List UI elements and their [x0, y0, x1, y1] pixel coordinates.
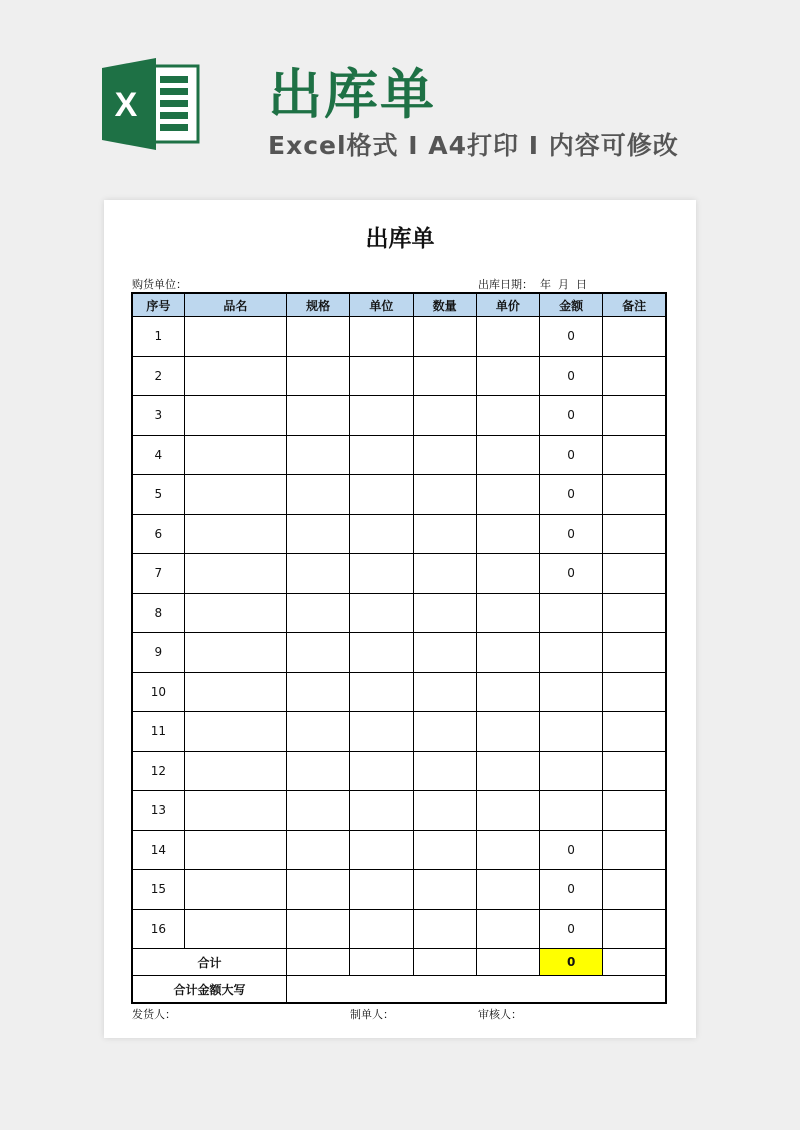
row-number[interactable]: 11 — [132, 712, 184, 752]
table-cell[interactable] — [476, 909, 539, 949]
row-amount[interactable] — [540, 633, 603, 673]
row-amount[interactable]: 0 — [540, 356, 603, 396]
table-cell[interactable] — [603, 317, 666, 357]
row-amount[interactable] — [540, 791, 603, 831]
date-label: 出库日期： 年 月 日 — [478, 278, 587, 291]
col-header: 数量 — [413, 293, 476, 317]
table-cell[interactable] — [413, 672, 476, 712]
table-cell[interactable] — [184, 356, 286, 396]
row-amount[interactable] — [540, 712, 603, 752]
table-cell[interactable] — [350, 356, 413, 396]
table-cell[interactable] — [287, 909, 350, 949]
table-cell[interactable] — [476, 356, 539, 396]
table-cell[interactable] — [413, 396, 476, 436]
table-cell[interactable] — [476, 554, 539, 594]
table-cell[interactable] — [413, 791, 476, 831]
row-amount[interactable]: 0 — [540, 317, 603, 357]
table-cell[interactable] — [287, 751, 350, 791]
table-cell[interactable] — [184, 475, 286, 515]
table-cell[interactable] — [603, 949, 666, 976]
table-cell[interactable] — [413, 870, 476, 910]
table-cell[interactable] — [603, 356, 666, 396]
table-cell[interactable] — [476, 791, 539, 831]
table-row — [132, 356, 666, 396]
table-cell[interactable] — [184, 435, 286, 475]
table-cell[interactable] — [476, 870, 539, 910]
table-cell[interactable] — [184, 514, 286, 554]
table-cell[interactable] — [184, 672, 286, 712]
table-row — [132, 435, 666, 475]
col-header: 单位 — [350, 293, 413, 317]
table-row — [132, 870, 666, 910]
row-amount[interactable]: 0 — [540, 554, 603, 594]
maker-label: 制单人： — [350, 1008, 394, 1021]
reviewer-label: 审核人： — [478, 1008, 522, 1021]
table-cell[interactable] — [287, 830, 350, 870]
table-cell[interactable] — [287, 672, 350, 712]
table-row — [132, 672, 666, 712]
table-row — [132, 554, 666, 594]
table-cell[interactable] — [184, 712, 286, 752]
form-sheet — [104, 200, 696, 1038]
table-cell[interactable] — [413, 949, 476, 976]
table-cell[interactable] — [350, 949, 413, 976]
table-cell[interactable] — [287, 554, 350, 594]
table-row — [132, 712, 666, 752]
table-cell[interactable] — [184, 751, 286, 791]
table-cell[interactable] — [287, 633, 350, 673]
table-cell[interactable] — [184, 633, 286, 673]
table-cell[interactable] — [603, 593, 666, 633]
row-number[interactable]: 9 — [132, 633, 184, 673]
table-cell[interactable] — [184, 830, 286, 870]
table-row — [132, 751, 666, 791]
col-header: 单价 — [476, 293, 539, 317]
table-cell[interactable] — [476, 672, 539, 712]
table-cell[interactable] — [603, 514, 666, 554]
table-row — [132, 633, 666, 673]
row-number[interactable]: 5 — [132, 475, 184, 515]
row-number[interactable]: 8 — [132, 593, 184, 633]
shipper-label: 发货人： — [132, 1008, 176, 1021]
table-row — [132, 514, 666, 554]
table-cell[interactable] — [350, 909, 413, 949]
table-cell[interactable] — [287, 396, 350, 436]
table-cell[interactable] — [603, 672, 666, 712]
table-cell[interactable] — [287, 317, 350, 357]
table-cell[interactable] — [287, 791, 350, 831]
total-words-label: 合计金额大写 — [132, 976, 287, 1004]
table-cell[interactable] — [413, 909, 476, 949]
row-amount[interactable]: 0 — [540, 830, 603, 870]
total-words-row — [132, 976, 666, 1004]
table-cell[interactable] — [184, 870, 286, 910]
table-row — [132, 396, 666, 436]
table-cell[interactable] — [350, 791, 413, 831]
table-cell[interactable] — [184, 593, 286, 633]
table-cell[interactable] — [184, 317, 286, 357]
table-cell[interactable] — [184, 791, 286, 831]
row-amount[interactable]: 0 — [540, 514, 603, 554]
row-number[interactable]: 1 — [132, 317, 184, 357]
table-cell[interactable] — [287, 870, 350, 910]
buyer-label: 购货单位： — [132, 278, 187, 291]
excel-icon — [102, 58, 202, 150]
table-cell[interactable] — [287, 435, 350, 475]
table-cell[interactable] — [287, 514, 350, 554]
table-cell[interactable] — [476, 514, 539, 554]
table-cell[interactable] — [603, 633, 666, 673]
table-cell[interactable] — [350, 870, 413, 910]
table-cell[interactable] — [350, 435, 413, 475]
table-cell[interactable] — [287, 712, 350, 752]
col-header: 序号 — [132, 293, 184, 317]
total-label: 合计 — [132, 949, 287, 976]
table-cell[interactable] — [476, 830, 539, 870]
row-amount[interactable] — [540, 672, 603, 712]
table-cell[interactable] — [350, 712, 413, 752]
table-cell[interactable] — [350, 751, 413, 791]
form-title: 出库单 — [365, 226, 435, 252]
app-title: 出库单 — [268, 63, 436, 126]
table-cell[interactable] — [603, 396, 666, 436]
col-header: 规格 — [287, 293, 350, 317]
table-cell[interactable] — [350, 475, 413, 515]
table-cell[interactable] — [350, 554, 413, 594]
table-cell[interactable] — [476, 593, 539, 633]
table-cell[interactable] — [287, 593, 350, 633]
row-number[interactable]: 3 — [132, 396, 184, 436]
table-cell[interactable] — [603, 435, 666, 475]
table-cell[interactable] — [413, 593, 476, 633]
row-amount[interactable] — [540, 593, 603, 633]
table-cell[interactable] — [350, 317, 413, 357]
total-words-value[interactable] — [287, 976, 666, 1004]
table-cell[interactable] — [603, 909, 666, 949]
table-cell[interactable] — [287, 356, 350, 396]
table-cell[interactable] — [603, 870, 666, 910]
row-number[interactable]: 10 — [132, 672, 184, 712]
table-cell[interactable] — [184, 396, 286, 436]
row-amount[interactable]: 0 — [540, 475, 603, 515]
table-cell[interactable] — [413, 475, 476, 515]
table-cell[interactable] — [603, 751, 666, 791]
row-amount[interactable]: 0 — [540, 909, 603, 949]
table-cell[interactable] — [413, 554, 476, 594]
table-cell[interactable] — [413, 317, 476, 357]
table-cell[interactable] — [184, 554, 286, 594]
row-number[interactable]: 16 — [132, 909, 184, 949]
table-cell[interactable] — [476, 475, 539, 515]
row-number[interactable]: 15 — [132, 870, 184, 910]
table-cell[interactable] — [413, 712, 476, 752]
row-number[interactable]: 4 — [132, 435, 184, 475]
table-row — [132, 317, 666, 357]
table-cell[interactable] — [476, 712, 539, 752]
table-cell[interactable] — [287, 949, 350, 976]
table-cell[interactable] — [476, 317, 539, 357]
table-cell[interactable] — [350, 672, 413, 712]
table-cell[interactable] — [603, 830, 666, 870]
table-cell[interactable] — [413, 751, 476, 791]
total-row — [132, 949, 666, 976]
table-cell[interactable] — [476, 633, 539, 673]
row-number[interactable]: 12 — [132, 751, 184, 791]
total-amount[interactable]: 0 — [540, 949, 603, 976]
row-number[interactable]: 14 — [132, 830, 184, 870]
table-cell[interactable] — [476, 396, 539, 436]
table-row — [132, 475, 666, 515]
table-cell[interactable] — [184, 909, 286, 949]
outbound-table — [131, 292, 667, 1004]
table-cell[interactable] — [350, 593, 413, 633]
row-number[interactable]: 6 — [132, 514, 184, 554]
table-cell[interactable] — [603, 791, 666, 831]
row-amount[interactable]: 0 — [540, 870, 603, 910]
col-header: 金额 — [540, 293, 603, 317]
table-cell[interactable] — [476, 751, 539, 791]
row-number[interactable]: 13 — [132, 791, 184, 831]
col-header: 备注 — [603, 293, 666, 317]
table-cell[interactable] — [287, 475, 350, 515]
row-amount[interactable]: 0 — [540, 435, 603, 475]
header — [0, 0, 800, 200]
table-row — [132, 909, 666, 949]
table-cell[interactable] — [603, 475, 666, 515]
table-cell[interactable] — [350, 514, 413, 554]
table-cell[interactable] — [350, 633, 413, 673]
table-cell[interactable] — [603, 554, 666, 594]
app-subtitle: Excel格式 I A4打印 I 内容可修改 — [268, 131, 679, 160]
table-cell[interactable] — [413, 830, 476, 870]
table-header-row — [132, 293, 666, 317]
table-row — [132, 791, 666, 831]
row-amount[interactable] — [540, 751, 603, 791]
table-row — [132, 830, 666, 870]
row-number[interactable]: 7 — [132, 554, 184, 594]
table-cell[interactable] — [476, 949, 539, 976]
row-number[interactable]: 2 — [132, 356, 184, 396]
table-cell[interactable] — [476, 435, 539, 475]
svg-text:X: X — [114, 86, 138, 124]
table-cell[interactable] — [413, 633, 476, 673]
table-cell[interactable] — [350, 830, 413, 870]
table-row — [132, 593, 666, 633]
table-cell[interactable] — [603, 712, 666, 752]
table-cell[interactable] — [413, 514, 476, 554]
table-cell[interactable] — [350, 396, 413, 436]
row-amount[interactable]: 0 — [540, 396, 603, 436]
col-header: 品名 — [184, 293, 286, 317]
table-cell[interactable] — [413, 435, 476, 475]
table-cell[interactable] — [413, 356, 476, 396]
